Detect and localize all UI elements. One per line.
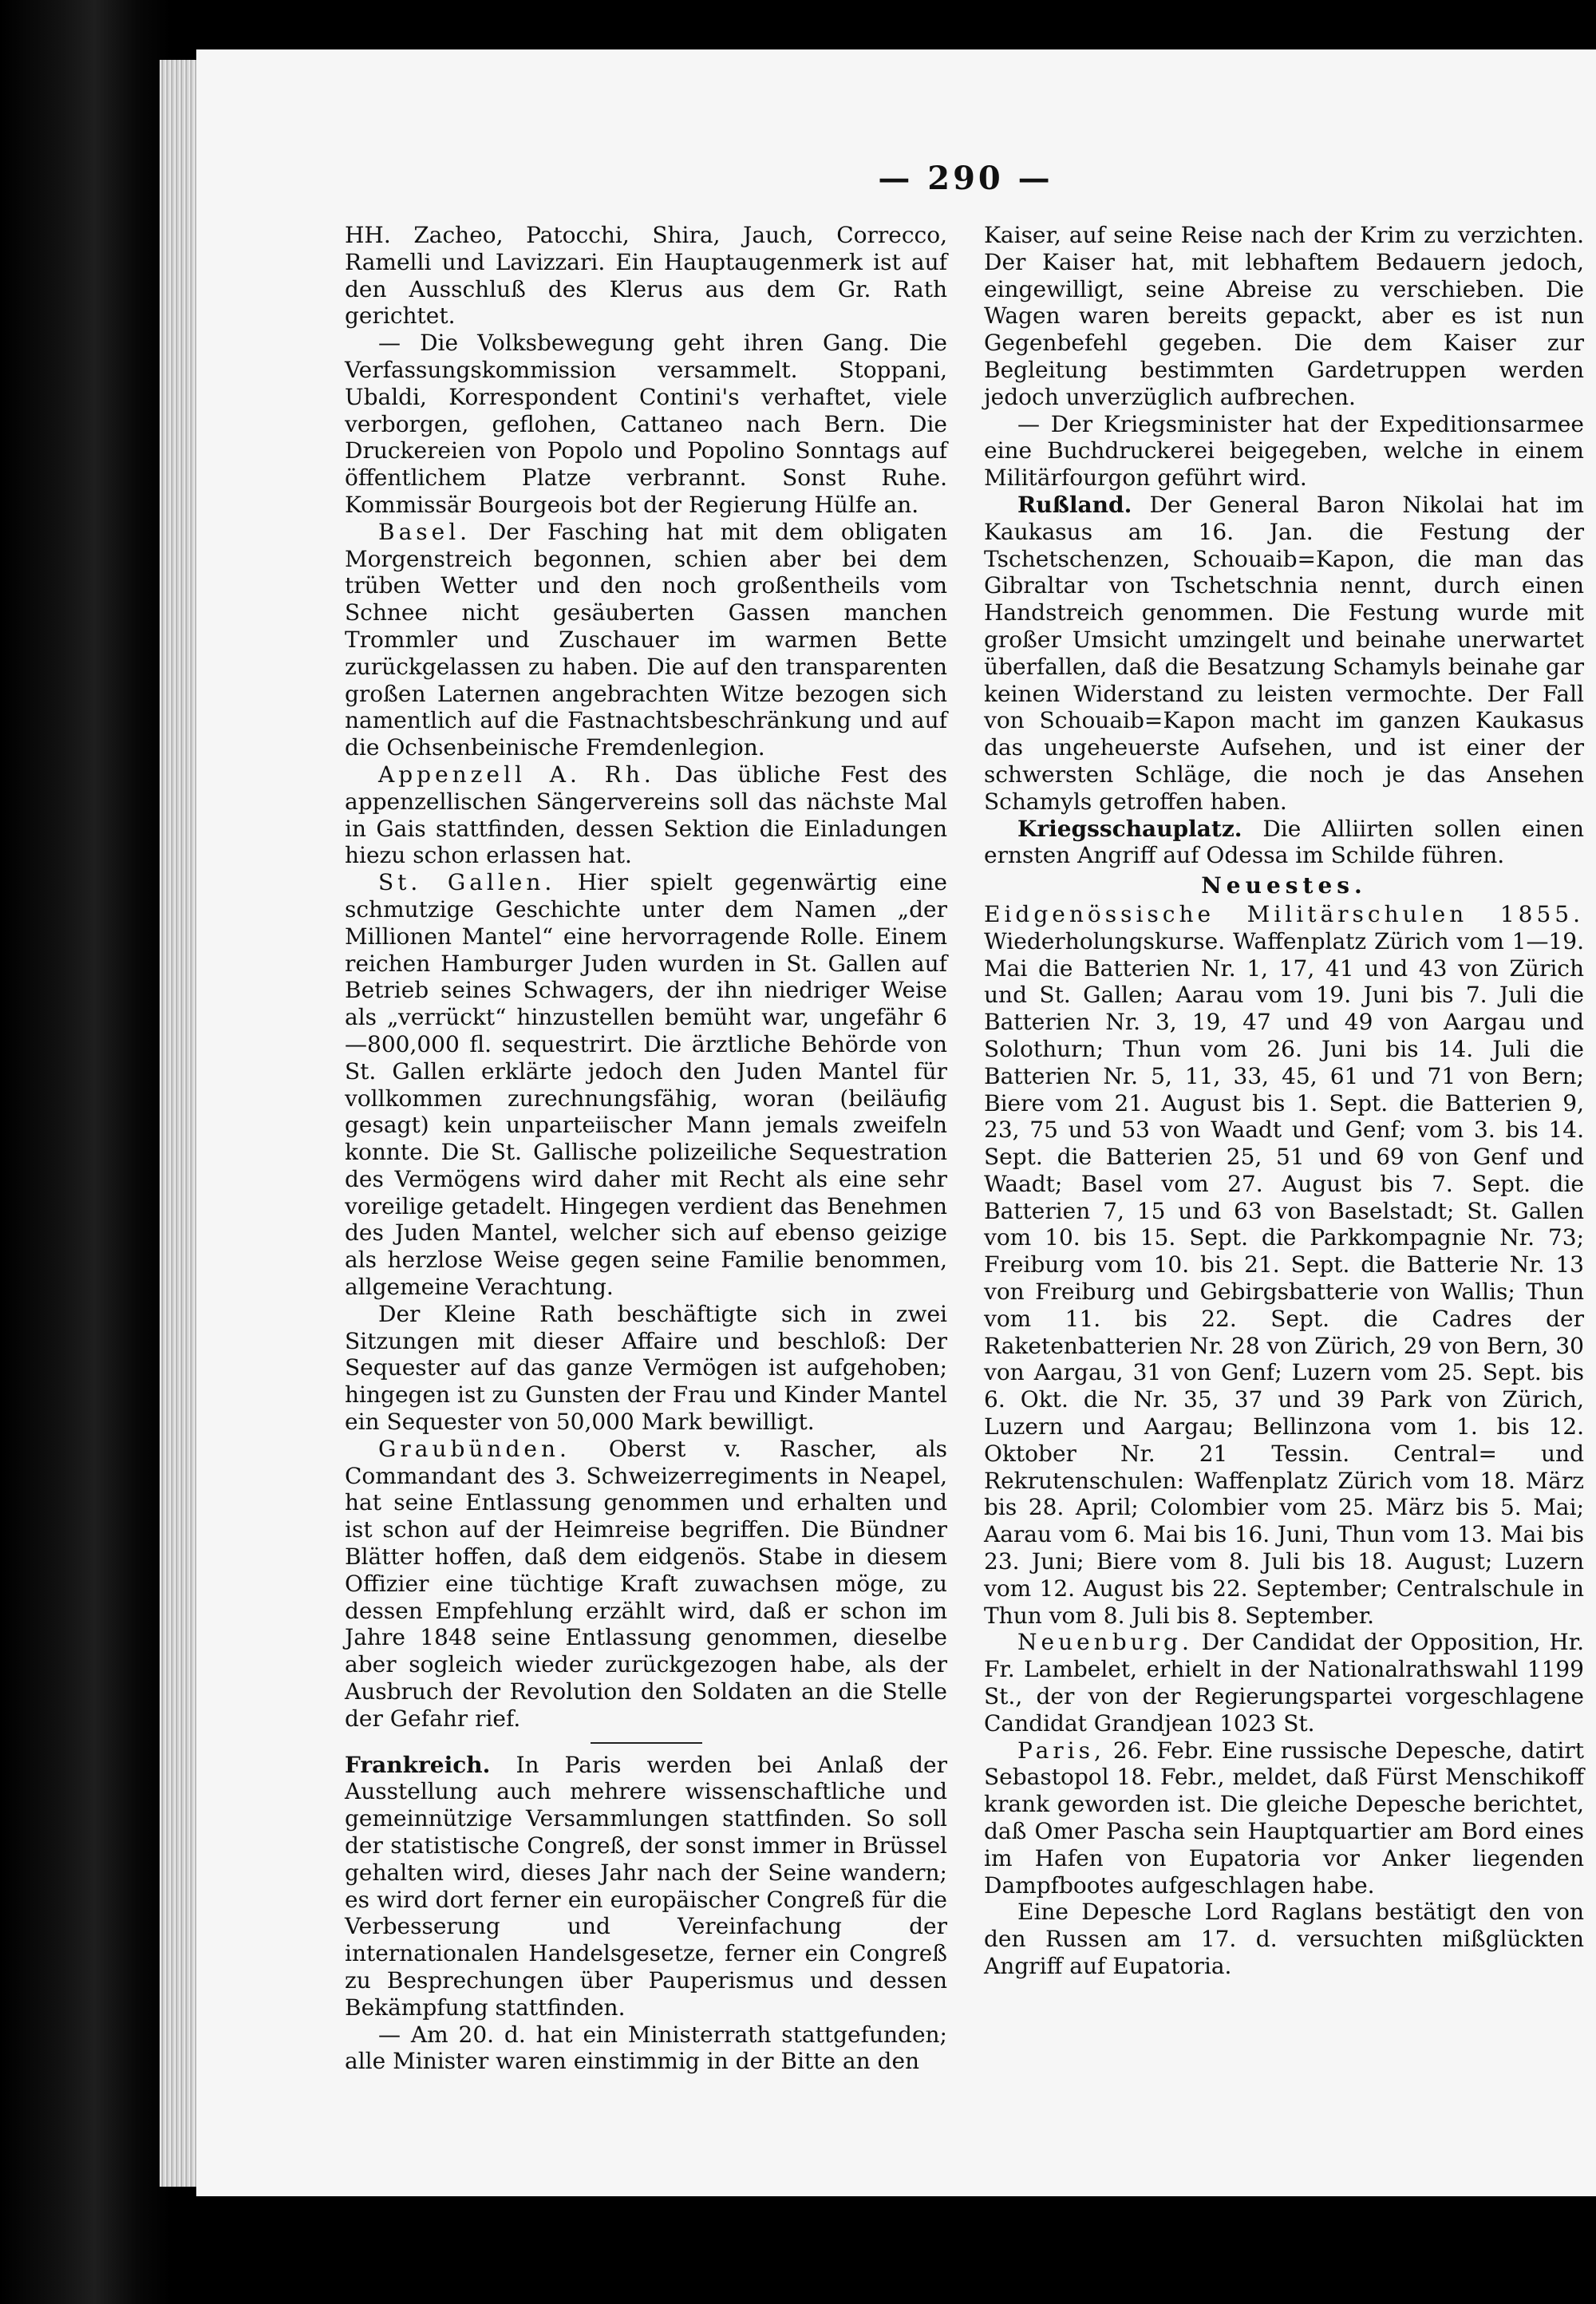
page-edges: [160, 60, 198, 2187]
book-binding: [0, 0, 172, 2304]
paragraph-text: Oberst v. Rascher, als Commandant des 3. Schweizerregiments in Neapel, hat seine Entlassung genommen und erhalten und ist schon auf der Heimreise begriffen. Die Bündner Blätter hoffen, daß dem eidgenös. Stabe in diesem Offizier eine tüchtige Kraft zuwachsen möge, zu dessen Empfehlung erzählt wird, daß er schon im Jahre 1848 seine Entlassung genommen, dieselbe aber sogleich wieder zurückgezogen habe, als der Ausbruch der Revolution den Soldaten an die Stelle der Gefahr rief.: [345, 1435, 947, 1732]
section-heading: Kriegsschauplatz.: [1017, 815, 1242, 842]
paragraph-text: Die Alliirten sollen einen ernsten Angriff auf Odessa im Schilde führen.: [984, 815, 1585, 869]
paragraph-text: Der General Baron Nikolai hat im Kaukasus am 16. Jan. die Festung der Tschetschenzen, Schouaib=Kapon, die man das Gibraltar von Tschetschnia nennt, durch einen Handstreich genommen. Die Festung wurde mit großer Umsicht umzingelt und beinahe unerwartet überfallen, daß die Besatzung Schamyls beinahe gar keinen Widerstand zu leisten vermochte. Der Fall von Schouaib=Kapon macht im ganzen Kaukasus das ungeheuerste Aufsehen, und ist einer der schwersten Schläge, die noch je das Ansehen Schamyls getroffen haben.: [984, 491, 1584, 815]
paragraph: — Am 20. d. hat ein Ministerrath stattgefunden; alle Minister waren einstimmig in der Bitte an den: [345, 2021, 947, 2075]
paragraph-text: Der Candidat der Opposition, Hr. Fr. Lambelet, erhielt in der Nationalrathswahl 1199 St., der von der Regierungspartei vorgeschlagene Candidat Grandjean 1023 St.: [984, 1629, 1584, 1737]
paragraph: [345, 1436, 947, 1733]
place-label: Neuenburg.: [1017, 1629, 1193, 1656]
place-label: Appenzell A. Rh.: [378, 761, 655, 788]
place-label: Graubünden.: [378, 1435, 571, 1462]
paragraph: — Der Kriegsminister hat der Expeditionsarmee eine Buchdruckerei beigegeben, welche in einem Militärfourgon geführt wird.: [984, 410, 1584, 492]
paragraph: [984, 492, 1584, 816]
page-number: — 290 —: [878, 160, 1053, 197]
paragraph-text: Hier spielt gegenwärtig eine schmutzige Geschichte unter dem Namen „der Millionen Mantel“ eine hervorragende Rolle. Einem reichen Hamburger Juden wurden in St. Gallen auf Betrieb seines Schwagers, der ihn niedriger Weise als „verrückt“ hinzustellen bemüht war, ungefähr 6—800,000 fl. sequestrirt. Die ärztliche Behörde von St. Gallen erklärte jedoch den Juden Mantel für vollkommen zurechnungsfähig, woran (beiläufig gesagt) kein unparteiischer Mann jemals zweifeln konnte. Die St. Gallische polizeiliche Sequestration des Vermögens wird daher mit Recht als eine sehr voreilige getadelt. Hingegen verdient das Benehmen des Juden Mantel, welcher sich auf ebenso geizige als herzlose Weise gegen seine Familie benommen, allgemeine Verachtung.: [345, 869, 947, 1301]
paragraph-text: Der Fasching hat mit dem obligaten Morgenstreich begonnen, schien aber bei dem trüben Wetter und den noch großentheils vom Schnee nicht gesäuberten Gassen manchen Trommler und Zuschauer im warmen Bette zurückgelassen zu haben. Die auf den transparenten großen Laternen angebrachten Witze bezogen sich namentlich auf die Fastnachtsbeschränkung und auf die Ochsenbeinische Fremdenlegion.: [345, 518, 947, 761]
place-label: Eidgenössische Militärschulen 1855.: [984, 900, 1584, 927]
paragraph: [984, 1629, 1584, 1737]
section-heading: Frankreich.: [345, 1751, 491, 1778]
paragraph: [984, 816, 1584, 870]
paragraph: [984, 1737, 1584, 1899]
paragraph: Der Kleine Rath beschäftigte sich in zwei Sitzungen mit dieser Affaire und beschloß: Der Sequester auf das ganze Vermögen ist aufgehoben; hingegen ist zu Gunsten der Frau und Kinder Mantel ein Sequester von 50,000 Mark bewilligt.: [345, 1300, 947, 1436]
paragraph-text: In Paris werden bei Anlaß der Ausstellung auch mehrere wissenschaftliche und gemeinnützige Versammlungen stattfinden. So soll der statistische Congreß, der sonst immer in Brüssel gehalten wird, dieses Jahr nach der Seine wandern; es wird dort ferner ein europäischer Congreß für die Verbesserung und Vereinfachung der internationalen Handelsgesetze, ferner ein Congreß zu Besprechungen über Pauperismus und dessen Bekämpfung stattfinden.: [345, 1751, 947, 2021]
paragraph: Eine Depesche Lord Raglans bestätigt den von den Russen am 17. d. versuchten mißglückten Angriff auf Eupatoria.: [984, 1899, 1584, 1979]
paragraph: [345, 519, 947, 761]
place-label: Basel.: [378, 518, 472, 545]
place-label: St. Gallen.: [378, 869, 556, 896]
paragraph: [345, 1752, 947, 2021]
paragraph: HH. Zacheo, Patocchi, Shira, Jauch, Correcco, Ramelli und Lavizzari. Ein Hauptaugenmerk ist auf den Ausschluß des Klerus aus dem Gr. Rath gerichtet.: [345, 222, 947, 330]
place-label: Paris,: [1017, 1737, 1105, 1764]
paragraph: — Die Volksbewegung geht ihren Gang. Die Verfassungskommission versammelt. Stoppani, Ubaldi, Korrespondent Contini's verhaftet, viele verborgen, geflohen, Cattaneo nach Bern. Die Druckereien von Popolo und Popolino Sonntags auf öffentlichem Platze verbrannt. Sonst Ruhe. Kommissär Bourgeois bot der Regierung Hülfe an.: [345, 330, 947, 518]
paragraph-text: Wiederholungskurse. Waffenplatz Zürich vom 1—19. Mai die Batterien Nr. 1, 17, 41 und 43 von Zürich und St. Gallen; Aarau vom 19. Juni bis 7. Juli die Batterien Nr. 3, 19, 47 und 49 von Aargau und Solothurn; Thun vom 26. Juni bis 14. Juli die Batterien Nr. 5, 11, 33, 45, 61 und 71 von Bern; Biere vom 21. August bis 1. Sept. die Batterien 9, 23, 75 und 53 von Waadt und Genf; vom 3. bis 14. Sept. die Batterien 25, 51 und 69 von Genf und Waadt; Basel vom 27. August bis 7. Sept. die Batterien 7, 15 und 63 von Baselstadt; St. Gallen vom 10. bis 15. Sept. die Parkkompagnie Nr. 73; Freiburg vom 10. bis 21. Sept. die Batterie Nr. 13 von Freiburg und Gebirgsbatterie von Wallis; Thun vom 11. bis 22. Sept. die Cadres der Raketenbatterien Nr. 28 von Zürich, 29 von Bern, 30 von Aargau, 31 von Genf; Luzern vom 25. Sept. bis 6. Okt. die Nr. 35, 37 und 39 Park von Zürich, Luzern und Aargau; Bellinzona vom 1. bis 12. Oktober Nr. 21 Tessin. Central= und Rekrutenschulen: Waffenplatz Zürich vom 18. März bis 28. April; Colombier vom 25. März bis 5. Mai; Aarau vom 6. Mai bis 16. Juni, Thun vom 13. Mai bis 23. Juni; Biere vom 8. Juli bis 18. August; Luzern vom 12. August bis 22. September; Centralschule in Thun vom 8. Juli bis 8. September.: [984, 927, 1584, 1629]
section-title-neuestes: Neuestes.: [1201, 872, 1367, 899]
right-column: [984, 222, 1584, 1980]
paragraph: [984, 901, 1584, 1630]
paragraph: Kaiser, auf seine Reise nach der Krim zu verzichten. Der Kaiser hat, mit lebhaftem Bedauern jedoch, eingewilligt, seine Abreise zu verschieben. Die Wagen waren bereits gepackt, aber es ist nun Gegenbefehl gegeben. Die dem Kaiser zur Begleitung bestimmten Gardetruppen werden jedoch unverzüglich aufbrechen.: [984, 222, 1584, 410]
section-heading: Rußland.: [1017, 491, 1132, 518]
section-divider: [591, 1742, 702, 1744]
left-column: [345, 222, 947, 2075]
paragraph: [345, 869, 947, 1301]
paragraph: [345, 761, 947, 869]
paragraph-text: 26. Febr. Eine russische Depesche, datirt Sebastopol 18. Febr., meldet, daß Fürst Menschikoff krank geworden ist. Die gleiche Depesche berichtet, daß Omer Pascha sein Hauptquartier am Bord eines im Hafen von Eupatoria vor Anker liegenden Dampfbootes aufgeschlagen habe.: [984, 1737, 1584, 1899]
paragraph-text: Das übliche Fest des appenzellischen Sängervereins soll das nächste Mal in Gais stattfinden, dessen Sektion die Einladungen hiezu schon erlassen hat.: [345, 761, 947, 869]
